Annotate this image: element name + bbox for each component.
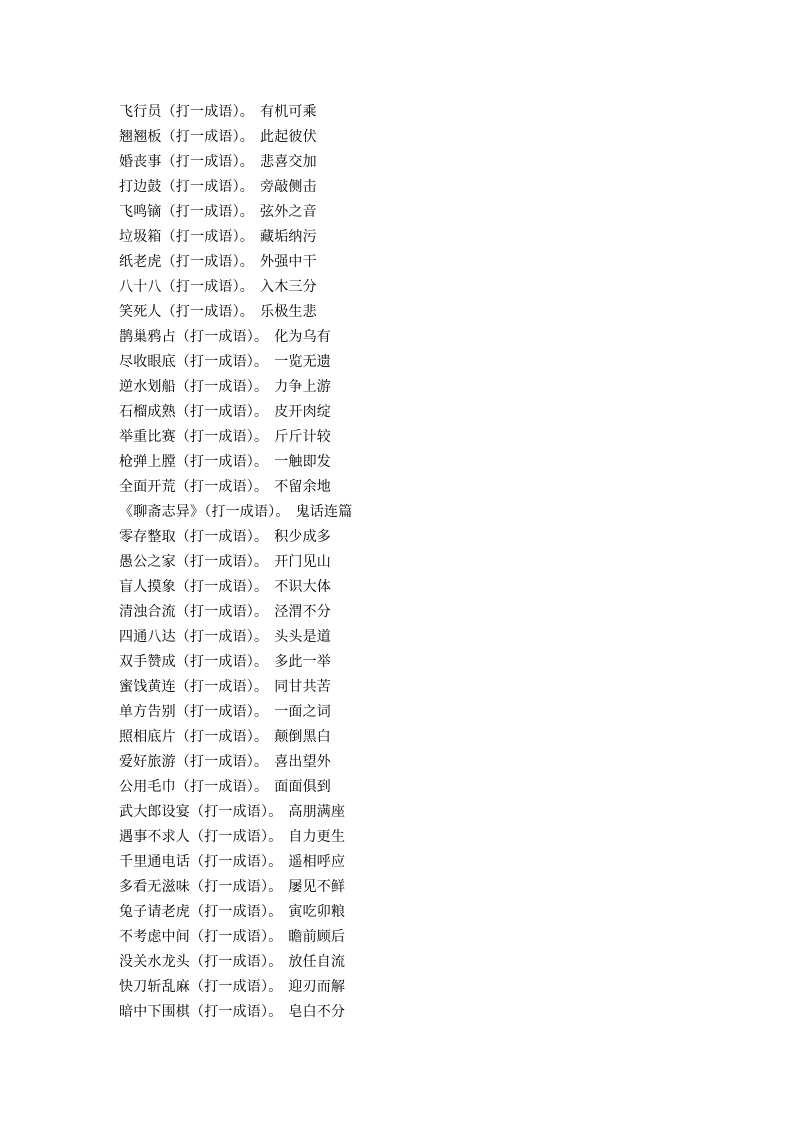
riddle-line (119, 150, 352, 175)
riddle-line (119, 950, 352, 975)
riddle-answer: 不识大体 (274, 579, 332, 595)
riddle-line (119, 550, 352, 575)
riddle-text: 双手赞成（打一成语）。 (119, 654, 269, 670)
riddle-answer: 力争上游 (274, 379, 332, 395)
riddle-answer: 迎刃而解 (288, 979, 346, 995)
riddle-answer: 面面俱到 (274, 779, 332, 795)
riddle-text: 兔子请老虎（打一成语）。 (119, 904, 283, 920)
riddle-answer: 悲喜交加 (260, 154, 317, 170)
riddle-answer: 一览无遗 (274, 354, 332, 370)
riddle-answer: 入木三分 (260, 279, 317, 295)
riddle-line (119, 675, 352, 700)
riddle-line (119, 575, 352, 600)
riddle-text: 婚丧事（打一成语）。 (119, 154, 254, 170)
riddle-line (119, 325, 352, 350)
riddle-text: 单方告别（打一成语）。 (119, 704, 269, 720)
riddle-text: 石榴成熟（打一成语）。 (119, 404, 269, 420)
riddle-line (119, 300, 352, 325)
riddle-answer: 屡见不鲜 (288, 879, 346, 895)
riddle-line (119, 175, 352, 200)
riddle-answer: 不留余地 (274, 479, 332, 495)
riddle-line (119, 1000, 352, 1025)
riddle-line (119, 900, 352, 925)
riddle-line (119, 875, 352, 900)
riddle-answer: 颠倒黑白 (274, 729, 332, 745)
riddle-answer: 多此一举 (274, 654, 332, 670)
riddle-line (119, 450, 352, 475)
riddle-text: 照相底片（打一成语）。 (119, 729, 269, 745)
riddle-line (119, 850, 352, 875)
riddle-answer: 乐极生悲 (260, 304, 317, 320)
riddle-line (119, 800, 352, 825)
riddle-line (119, 700, 352, 725)
riddle-line (119, 475, 352, 500)
riddle-text: 《聊斋志异》（打一成语）。 (119, 504, 290, 520)
riddle-text: 蜜饯黄连（打一成语）。 (119, 679, 269, 695)
riddle-answer: 喜出望外 (274, 754, 332, 770)
riddle-line (119, 100, 352, 125)
riddle-text: 全面开荒（打一成语）。 (119, 479, 269, 495)
riddle-line (119, 775, 352, 800)
riddle-line (119, 600, 352, 625)
riddle-answer: 有机可乘 (260, 104, 317, 120)
riddle-text: 飞鸣镝（打一成语）。 (119, 204, 254, 220)
riddle-text: 尽收眼底（打一成语）。 (119, 354, 269, 370)
riddle-line (119, 750, 352, 775)
riddle-answer: 一触即发 (274, 454, 332, 470)
riddle-answer: 泾渭不分 (274, 604, 332, 620)
riddle-text: 快刀斩乱麻（打一成语）。 (119, 979, 283, 995)
riddle-line (119, 350, 352, 375)
riddle-answer: 同甘共苦 (274, 679, 332, 695)
riddle-text: 千里通电话（打一成语）。 (119, 854, 283, 870)
riddle-text: 翘翘板（打一成语）。 (119, 129, 254, 145)
riddle-line (119, 375, 352, 400)
riddle-answer: 外强中干 (260, 254, 317, 270)
riddle-text: 不考虑中间（打一成语）。 (119, 929, 283, 945)
riddle-line (119, 125, 352, 150)
riddle-text: 四通八达（打一成语）。 (119, 629, 269, 645)
riddle-answer: 遥相呼应 (288, 854, 346, 870)
riddle-answer: 此起彼伏 (260, 129, 317, 145)
riddle-line (119, 250, 352, 275)
riddle-text: 八十八（打一成语）。 (119, 279, 254, 295)
riddle-line (119, 725, 352, 750)
riddle-answer: 一面之词 (274, 704, 332, 720)
riddle-text: 飞行员（打一成语）。 (119, 104, 254, 120)
riddle-answer: 瞻前顾后 (288, 929, 346, 945)
riddle-text: 举重比赛（打一成语）。 (119, 429, 269, 445)
riddle-line (119, 650, 352, 675)
riddle-answer: 旁敲侧击 (260, 179, 317, 195)
riddle-answer: 头头是道 (274, 629, 332, 645)
riddle-answer: 皮开肉绽 (274, 404, 332, 420)
riddle-answer: 皂白不分 (288, 1004, 346, 1020)
riddle-answer: 化为乌有 (274, 329, 332, 345)
riddle-line (119, 500, 352, 525)
riddle-line (119, 425, 352, 450)
riddle-answer: 藏垢纳污 (260, 229, 317, 245)
riddle-list (119, 100, 352, 1025)
riddle-text: 武大郎设宴（打一成语）。 (119, 804, 283, 820)
riddle-text: 爱好旅游（打一成语）。 (119, 754, 269, 770)
riddle-text: 清浊合流（打一成语）。 (119, 604, 269, 620)
riddle-text: 枪弹上膛（打一成语）。 (119, 454, 269, 470)
riddle-line (119, 400, 352, 425)
riddle-text: 没关水龙头（打一成语）。 (119, 954, 283, 970)
riddle-text: 纸老虎（打一成语）。 (119, 254, 254, 270)
riddle-answer: 鬼话连篇 (295, 504, 353, 520)
riddle-line (119, 975, 352, 1000)
riddle-line (119, 225, 352, 250)
riddle-text: 暗中下围棋（打一成语）。 (119, 1004, 283, 1020)
riddle-answer: 寅吃卯粮 (288, 904, 346, 920)
riddle-line (119, 625, 352, 650)
riddle-answer: 开门见山 (274, 554, 332, 570)
riddle-answer: 高朋满座 (288, 804, 346, 820)
riddle-text: 盲人摸象（打一成语）。 (119, 579, 269, 595)
riddle-answer: 斤斤计较 (274, 429, 332, 445)
riddle-text: 垃圾箱（打一成语）。 (119, 229, 254, 245)
riddle-answer: 自力更生 (288, 829, 346, 845)
riddle-text: 鹊巢鸦占（打一成语）。 (119, 329, 269, 345)
riddle-text: 愚公之家（打一成语）。 (119, 554, 269, 570)
riddle-answer: 弦外之音 (260, 204, 317, 220)
riddle-line (119, 925, 352, 950)
riddle-text: 逆水划船（打一成语）。 (119, 379, 269, 395)
riddle-line (119, 525, 352, 550)
riddle-text: 公用毛巾（打一成语）。 (119, 779, 269, 795)
riddle-text: 零存整取（打一成语）。 (119, 529, 269, 545)
riddle-text: 笑死人（打一成语）。 (119, 304, 254, 320)
riddle-text: 多看无滋味（打一成语）。 (119, 879, 283, 895)
riddle-text: 打边鼓（打一成语）。 (119, 179, 254, 195)
riddle-line (119, 825, 352, 850)
riddle-line (119, 200, 352, 225)
riddle-answer: 放任自流 (288, 954, 346, 970)
riddle-text: 遇事不求人（打一成语）。 (119, 829, 283, 845)
riddle-line (119, 275, 352, 300)
riddle-answer: 积少成多 (274, 529, 332, 545)
